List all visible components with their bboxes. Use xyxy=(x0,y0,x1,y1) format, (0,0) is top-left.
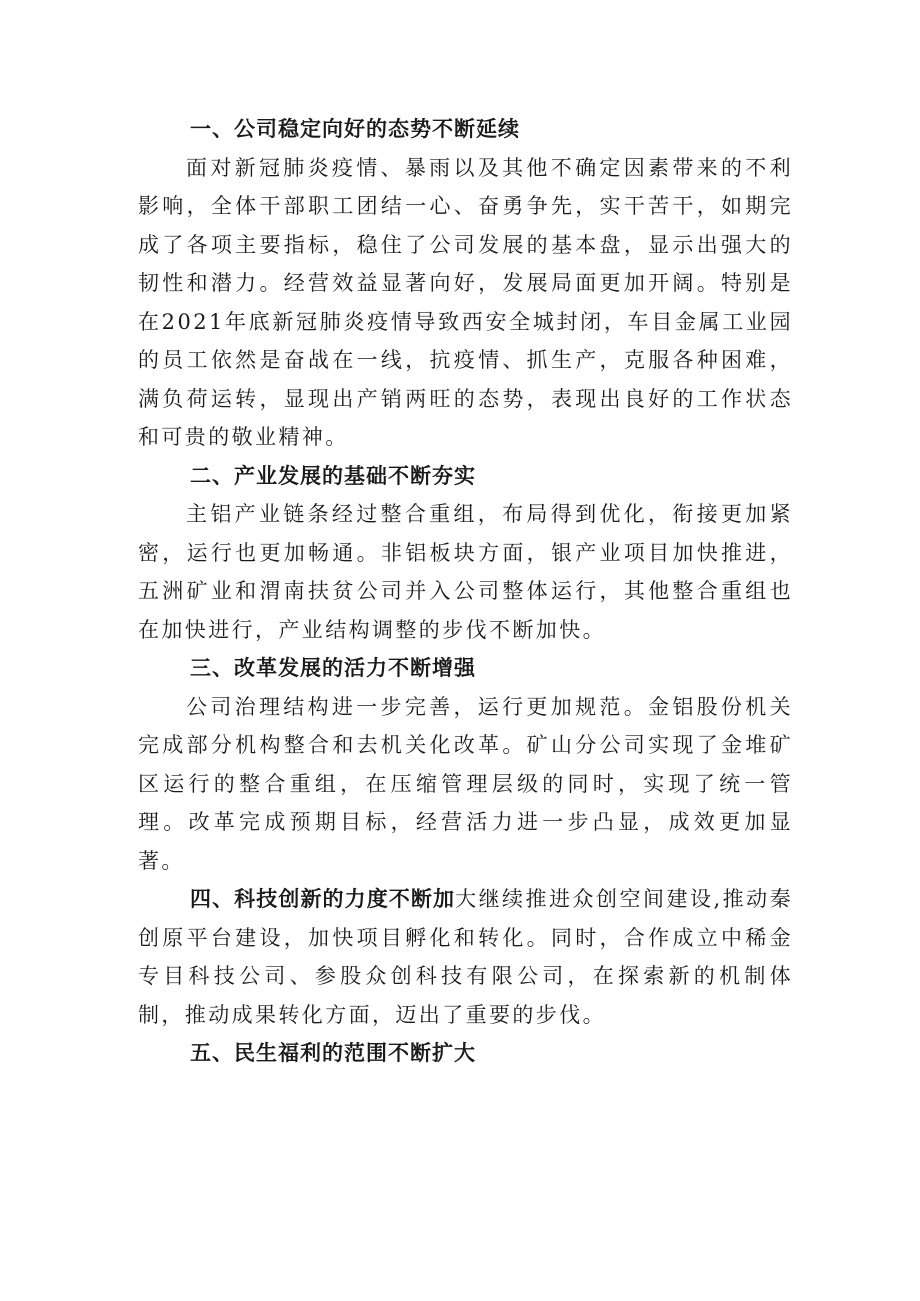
section-paragraph-1: 面对新冠肺炎疫情、暴雨以及其他不确定因素带来的不利影响，全体干部职工团结一心、奋勇争先，实干苦干，如期完成了各项主要指标，稳住了公司发展的基本盘，显示出强大的韧性和潜力。经营效益显著向好，发展局面更加开阔。特别是在2021年底新冠肺炎疫情导致西安全城封闭，车目金属工业园的员工依然是奋战在一线，抗疫情、抓生产，克服各种困难，满负荷运转，显现出产销两旺的态势，表现出良好的工作状态和可贵的敬业精神。 xyxy=(138,155,793,449)
section-paragraph-2: 主铝产业链条经过整合重组，布局得到优化，衔接更加紧密，运行也更加畅通。非铝板块方面，银产业项目加快推进，五洲矿业和渭南扶贫公司并入公司整体运行，其他整合重组也在加快进行，产业结构调整的步伐不断加快。 xyxy=(138,502,793,642)
section-heading-3: 三、改革发展的活力不断增强 xyxy=(190,655,476,680)
section-heading-4: 四、科技创新的力度不断加 xyxy=(190,886,456,911)
section-body-4: 大继续推进众创空间建设,推动秦创原平台建设，加快项目孵化和转化。同时，合作成立中稀金专目科技公司、参股众创科技有限公司，在探索新的机制体制，推动成果转化方面，迈出了重要的步伐。 xyxy=(138,887,793,1027)
document-body xyxy=(138,110,793,1073)
section-heading-5: 五、民生福利的范围不断扩大 xyxy=(190,1040,476,1065)
section-heading-1: 一、公司稳定向好的态势不断延续 xyxy=(190,116,520,141)
section-paragraph-4 xyxy=(138,880,793,1034)
section-heading-2: 二、产业发展的基础不断夯实 xyxy=(190,462,476,488)
section-paragraph-3: 公司治理结构进一步完善，运行更加规范。金铝股份机关完成部分机构整合和去机关化改革。矿山分公司实现了金堆矿区运行的整合重组，在压缩管理层级的同时，实现了统一管理。改革完成预期目标，经营活力进一步凸显，成效更加显著。 xyxy=(138,694,793,873)
